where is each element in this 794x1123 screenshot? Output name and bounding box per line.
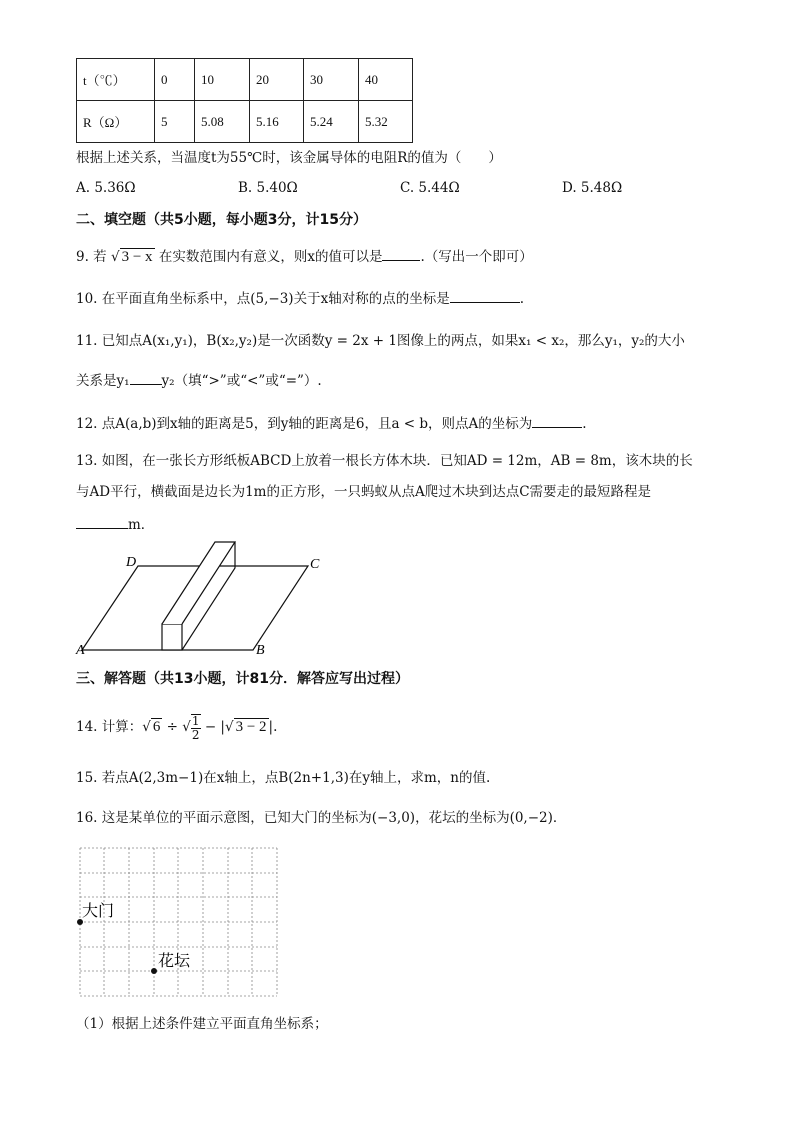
q14-abs-expression: 3 − 2 bbox=[235, 719, 267, 735]
table-cell: 5.08 bbox=[195, 101, 250, 143]
site-plan-grid bbox=[74, 846, 284, 1000]
label-c: C bbox=[310, 557, 320, 572]
question-15: 15. 若点A(2,3m−1)在x轴上，点B(2n+1,3)在y轴上，求m，n的值. bbox=[76, 770, 491, 786]
q8-option-d: D. 5.48Ω bbox=[562, 180, 623, 196]
q10-tail: . bbox=[519, 291, 524, 307]
table-cell: 5.16 bbox=[250, 101, 304, 143]
answer-blank[interactable] bbox=[130, 370, 162, 385]
table-cell: 10 bbox=[195, 59, 250, 101]
paper-board-figure bbox=[70, 538, 330, 658]
q11-text-b: y₂（填“>”或“<”或“=”）. bbox=[161, 373, 322, 389]
q13-tail: m． bbox=[128, 517, 155, 533]
q14-end: . bbox=[273, 719, 278, 735]
table-cell: 20 bbox=[250, 59, 304, 101]
label-b: B bbox=[256, 643, 265, 658]
answer-blank[interactable] bbox=[450, 288, 520, 303]
q8-option-a: A. 5.36Ω bbox=[76, 180, 136, 196]
question-13-line3 bbox=[76, 514, 154, 535]
question-9: 9. 若 √ 3 − x 在实数范围内有意义，则x的值可以是 .（写出一个即可） bbox=[76, 246, 533, 267]
question-16: 16. 这是某单位的平面示意图，已知大门的坐标为(−3,0)，花坛的坐标为(0,−2)． bbox=[76, 810, 567, 826]
q9-tail: .（写出一个即可） bbox=[420, 249, 533, 265]
table-cell: 5 bbox=[155, 101, 195, 143]
section-3-heading: 三、解答题（共13小题，计81分．解答应写出过程） bbox=[76, 671, 409, 687]
table-cell: 0 bbox=[155, 59, 195, 101]
q14-radicand: 6 bbox=[152, 719, 161, 735]
answer-blank[interactable] bbox=[76, 514, 128, 529]
block-front-face bbox=[162, 624, 182, 650]
question-10 bbox=[76, 288, 524, 309]
fraction-denominator: 2 bbox=[191, 727, 200, 742]
block-top-face bbox=[162, 542, 235, 624]
table-row bbox=[77, 101, 413, 143]
garden-point bbox=[151, 968, 157, 974]
table-cell: 5.32 bbox=[359, 101, 413, 143]
question-13-line2: 与AD平行，横截面是边长为1m的正方形，一只蚂蚁从点A爬过木块到达点C需要走的最短路程是 bbox=[76, 484, 652, 500]
q8-stem: 根据上述关系，当温度t为55℃时，该金属导体的电阻R的值为（ ） bbox=[76, 150, 502, 166]
q9-radical: 3 − x bbox=[121, 249, 153, 265]
fraction-numerator: 1 bbox=[191, 713, 200, 728]
question-13-line1: 13. 如图，在一张长方形纸板ABCD上放着一根长方体木块．已知AD = 12m，AB = 8m，该木块的长 bbox=[76, 453, 693, 469]
question-12 bbox=[76, 413, 587, 434]
section-2-heading: 二、填空题（共5小题，每小题3分，计15分） bbox=[76, 212, 367, 228]
table-row bbox=[77, 59, 413, 101]
answer-blank[interactable] bbox=[382, 246, 420, 261]
q12-text: 12. 点A(a,b)到x轴的距离是5，到y轴的距离是6，且a < b，则点A的坐标为 bbox=[76, 416, 533, 432]
q9-text: 在实数范围内有意义，则x的值可以是 bbox=[158, 249, 383, 265]
table-cell: t（℃） bbox=[77, 59, 155, 101]
label-d: D bbox=[126, 555, 137, 570]
table-cell: R（Ω） bbox=[77, 101, 155, 143]
q11-text-a: 关系是y₁ bbox=[76, 373, 130, 389]
q14-fraction bbox=[191, 714, 201, 742]
table-cell: 5.24 bbox=[304, 101, 359, 143]
q8-option-c: C. 5.44Ω bbox=[400, 180, 460, 196]
q14-prefix: 14. 计算： bbox=[76, 719, 143, 735]
temperature-resistance-table bbox=[76, 58, 413, 143]
question-14: 14. 计算：√ 6 ÷ √ $\frac{1}{2}$ − |√ 3 − 2 |. bbox=[76, 713, 278, 742]
question-16-part-1: （1）根据上述条件建立平面直角坐标系； bbox=[76, 1016, 328, 1032]
q12-tail: . bbox=[582, 416, 587, 432]
table-cell: 40 bbox=[359, 59, 413, 101]
question-11-line1: 11. 已知点A(x₁,y₁)，B(x₂,y₂)是一次函数y = 2x + 1图像上的两点，如果x₁ < x₂，那么y₁，y₂的大小 bbox=[76, 333, 685, 349]
q9-number: 9. 若 bbox=[76, 249, 107, 265]
garden-label: 花坛 bbox=[158, 951, 191, 970]
answer-blank[interactable] bbox=[532, 413, 582, 428]
table-cell: 30 bbox=[304, 59, 359, 101]
gate-label: 大门 bbox=[82, 901, 115, 920]
q10-text: 10. 在平面直角坐标系中，点(5,−3)关于x轴对称的点的坐标是 bbox=[76, 291, 450, 307]
q8-option-b: B. 5.40Ω bbox=[238, 180, 298, 196]
question-11-line2 bbox=[76, 370, 322, 391]
q14-operator: ÷ bbox=[166, 719, 178, 735]
label-a: A bbox=[76, 643, 85, 658]
